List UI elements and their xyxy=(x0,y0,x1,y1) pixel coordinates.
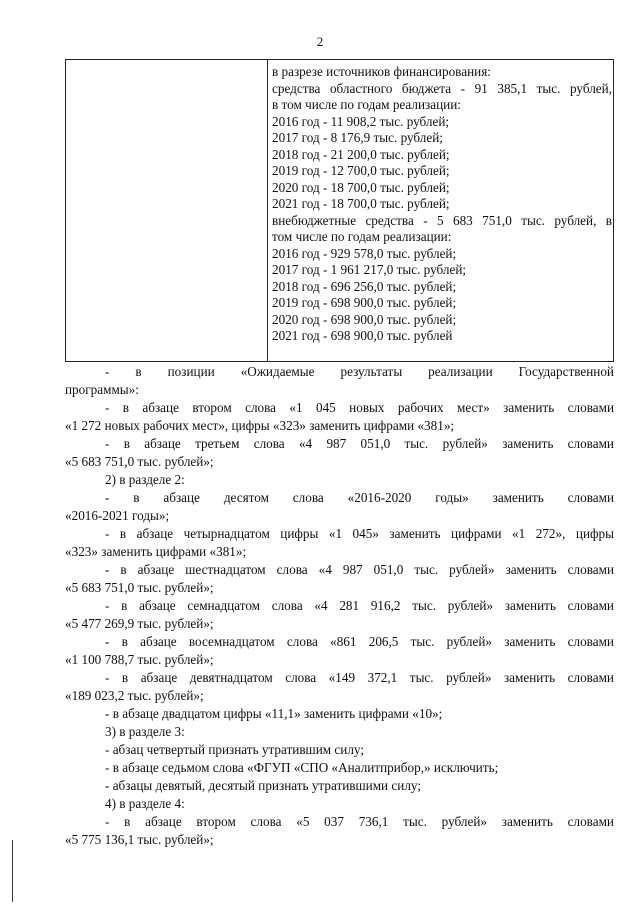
paragraph-line: «1 272 новых рабочих мест», цифры «323» заменить цифрами «381»; xyxy=(65,418,455,433)
page-number: 2 xyxy=(316,34,324,49)
paragraph-line: 4) в разделе 4: xyxy=(105,796,185,811)
paragraph-line: - в позиции «Ожидаемые результаты реализации Государственной xyxy=(105,364,614,379)
cell-line: в том числе по годам реализации: xyxy=(272,97,461,112)
paragraph-line: - в абзаце седьмом слова «ФГУП «СПО «Аналитприбор,» исключить; xyxy=(105,760,499,775)
cell-line: средства областного бюджета - 91 385,1 тыс. рублей, xyxy=(272,80,612,96)
paragraph-line: - в абзаце шестнадцатом слова «4 987 051,0 тыс. рублей» заменить словами xyxy=(105,562,614,577)
paragraph-line: «5 477 269,9 тыс. рублей»; xyxy=(65,616,214,631)
paragraph-line: - в абзаце семнадцатом слова «4 281 916,2 тыс. рублей» заменить словами xyxy=(105,598,614,613)
paragraph-line: - в абзаце втором слова «5 037 736,1 тыс. рублей» заменить словами xyxy=(105,814,614,829)
paragraph-line: программы»: xyxy=(65,382,139,397)
paragraph-line: - в абзаце девятнадцатом слова «149 372,1 тыс. рублей» заменить словами xyxy=(105,670,614,685)
cell-line: 2019 год - 12 700,0 тыс. рублей; xyxy=(272,163,450,178)
cell-line: 2017 год - 1 961 217,0 тыс. рублей; xyxy=(272,262,467,277)
cell-line: 2021 год - 698 900,0 тыс. рублей xyxy=(272,328,453,343)
margin-scan-line xyxy=(12,840,13,902)
paragraph-line: - в абзаце двадцатом цифры «11,1» заменить цифрами «10»; xyxy=(105,706,443,721)
document-body xyxy=(65,363,614,849)
paragraph-line: 2) в разделе 2: xyxy=(105,472,185,487)
table-column-divider xyxy=(267,60,268,361)
cell-line: 2021 год - 18 700,0 тыс. рублей; xyxy=(272,196,450,211)
paragraph-line: 3) в разделе 3: xyxy=(105,724,185,739)
paragraph-line: «5 683 751,0 тыс. рублей»; xyxy=(65,580,214,595)
cell-line: 2018 год - 696 256,0 тыс. рублей; xyxy=(272,278,457,294)
cell-line: 2020 год - 698 900,0 тыс. рублей; xyxy=(272,311,457,327)
cell-line: 2017 год - 8 176,9 тыс. рублей; xyxy=(272,130,443,145)
paragraph-line: «2016-2021 годы»; xyxy=(65,508,170,523)
paragraph-line: - в абзаце восемнадцатом слова «861 206,5 тыс. рублей» заменить словами xyxy=(105,634,614,649)
paragraph-line: «189 023,2 тыс. рублей»; xyxy=(65,688,204,703)
cell-line: 2016 год - 11 908,2 тыс. рублей; xyxy=(272,113,450,129)
cell-line: 2020 год - 18 700,0 тыс. рублей; xyxy=(272,179,450,195)
cell-line: том числе по годам реализации: xyxy=(272,229,452,244)
financing-table xyxy=(65,59,614,362)
paragraph-line: - абзацы девятый, десятый признать утратившими силу; xyxy=(105,778,421,793)
cell-line: 2016 год - 929 578,0 тыс. рублей; xyxy=(272,245,457,261)
paragraph-line: - в абзаце втором слова «1 045 новых рабочих мест» заменить словами xyxy=(105,400,614,415)
table-cell-financing xyxy=(272,64,612,345)
paragraph-line: - в абзаце четырнадцатом цифры «1 045» заменить цифрами «1 272», цифры xyxy=(105,526,614,541)
cell-line: в разрезе источников финансирования: xyxy=(272,64,491,79)
cell-line: внебюджетные средства - 5 683 751,0 тыс. рублей, в xyxy=(272,212,612,228)
cell-line: 2019 год - 698 900,0 тыс. рублей; xyxy=(272,295,457,310)
paragraph-line: - в абзаце третьем слова «4 987 051,0 тыс. рублей» заменить словами xyxy=(105,436,614,451)
paragraph-line: «1 100 788,7 тыс. рублей»; xyxy=(65,652,214,667)
paragraph-line: «323» заменить цифрами «381»; xyxy=(65,544,247,559)
cell-line: 2018 год - 21 200,0 тыс. рублей; xyxy=(272,146,450,162)
paragraph-line: «5 683 751,0 тыс. рублей»; xyxy=(65,454,214,469)
paragraph-line: - абзац четвертый признать утратившим силу; xyxy=(105,742,364,757)
paragraph-line: - в абзаце десятом слова «2016-2020 годы» заменить словами xyxy=(105,490,614,505)
paragraph-line: «5 775 136,1 тыс. рублей»; xyxy=(65,832,214,847)
